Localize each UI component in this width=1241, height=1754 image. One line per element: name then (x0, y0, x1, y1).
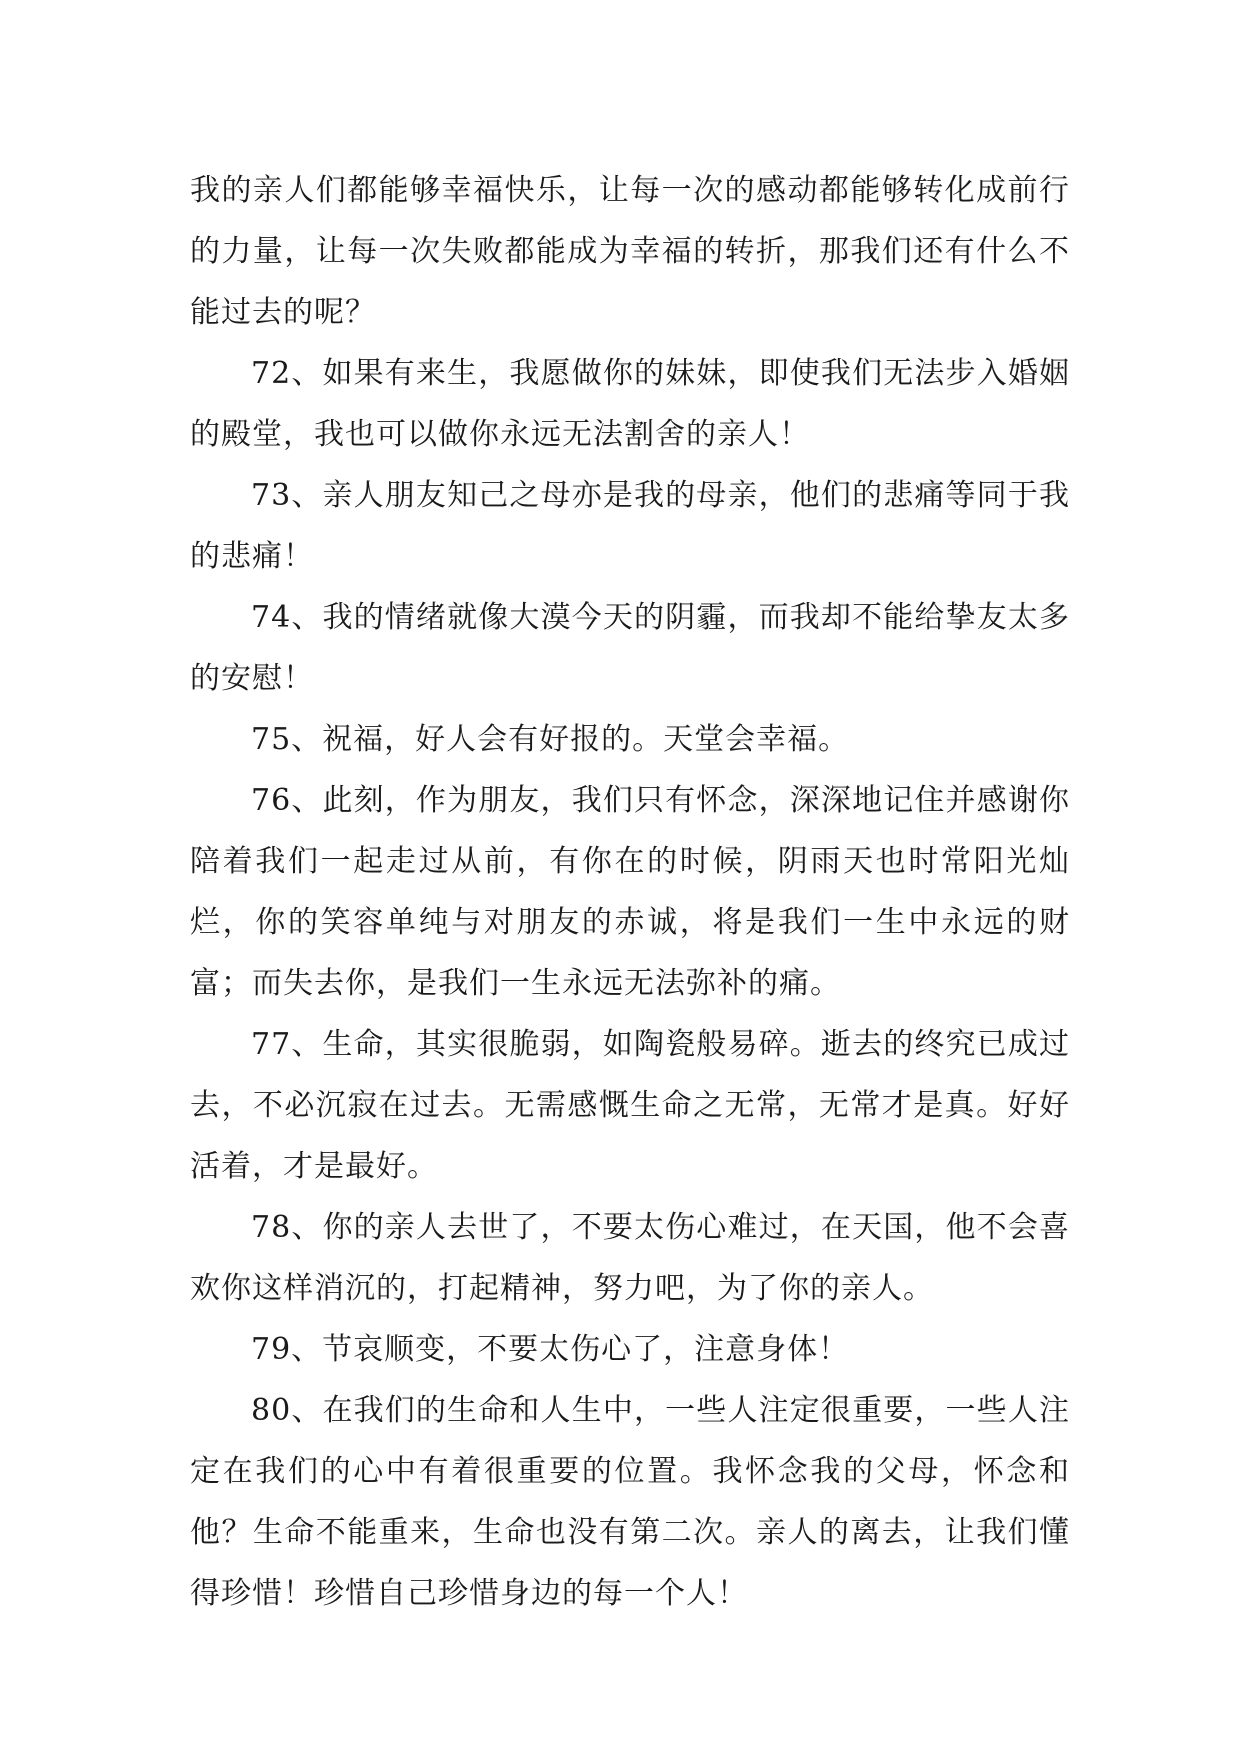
paragraph-75: 75、祝福，好人会有好报的。天堂会幸福。 (251, 722, 850, 757)
paragraph-78: 78、你的亲人去世了，不要太伤心难过，在天国，他不会喜欢你这样消沉的，打起精神，努力吧，为了你的亲人。 (190, 1210, 1070, 1306)
paragraph-74: 74、我的情绪就像大漠今天的阴霾，而我却不能给挚友太多的安慰！ (190, 600, 1070, 696)
paragraph-continuation: 我的亲人们都能够幸福快乐，让每一次的感动都能够转化成前行的力量，让每一次失败都能成为幸福的转折，那我们还有什么不能过去的呢？ (190, 173, 1070, 330)
paragraph-72: 72、如果有来生，我愿做你的妹妹，即使我们无法步入婚姻的殿堂，我也可以做你永远无法割舍的亲人！ (190, 356, 1070, 452)
paragraph-77: 77、生命，其实很脆弱，如陶瓷般易碎。逝去的终究已成过去，不必沉寂在过去。无需感慨生命之无常，无常才是真。好好活着，才是最好。 (190, 1027, 1070, 1184)
paragraph-76: 76、此刻，作为朋友，我们只有怀念，深深地记住并感谢你陪着我们一起走过从前，有你在的时候，阴雨天也时常阳光灿烂，你的笑容单纯与对朋友的赤诚，将是我们一生中永远的财富；而失去你，是我们一生永远无法弥补的痛。 (190, 783, 1070, 1001)
paragraph-73: 73、亲人朋友知己之母亦是我的母亲，他们的悲痛等同于我的悲痛！ (190, 478, 1070, 574)
paragraph-79: 79、节哀顺变，不要太伤心了，注意身体！ (251, 1332, 850, 1367)
document-body (190, 160, 1070, 1624)
paragraph-80: 80、在我们的生命和人生中，一些人注定很重要，一些人注定在我们的心中有着很重要的位置。我怀念我的父母，怀念和他？生命不能重来，生命也没有第二次。亲人的离去，让我们懂得珍惜！珍惜自己珍惜身边的每一个人！ (190, 1393, 1070, 1611)
